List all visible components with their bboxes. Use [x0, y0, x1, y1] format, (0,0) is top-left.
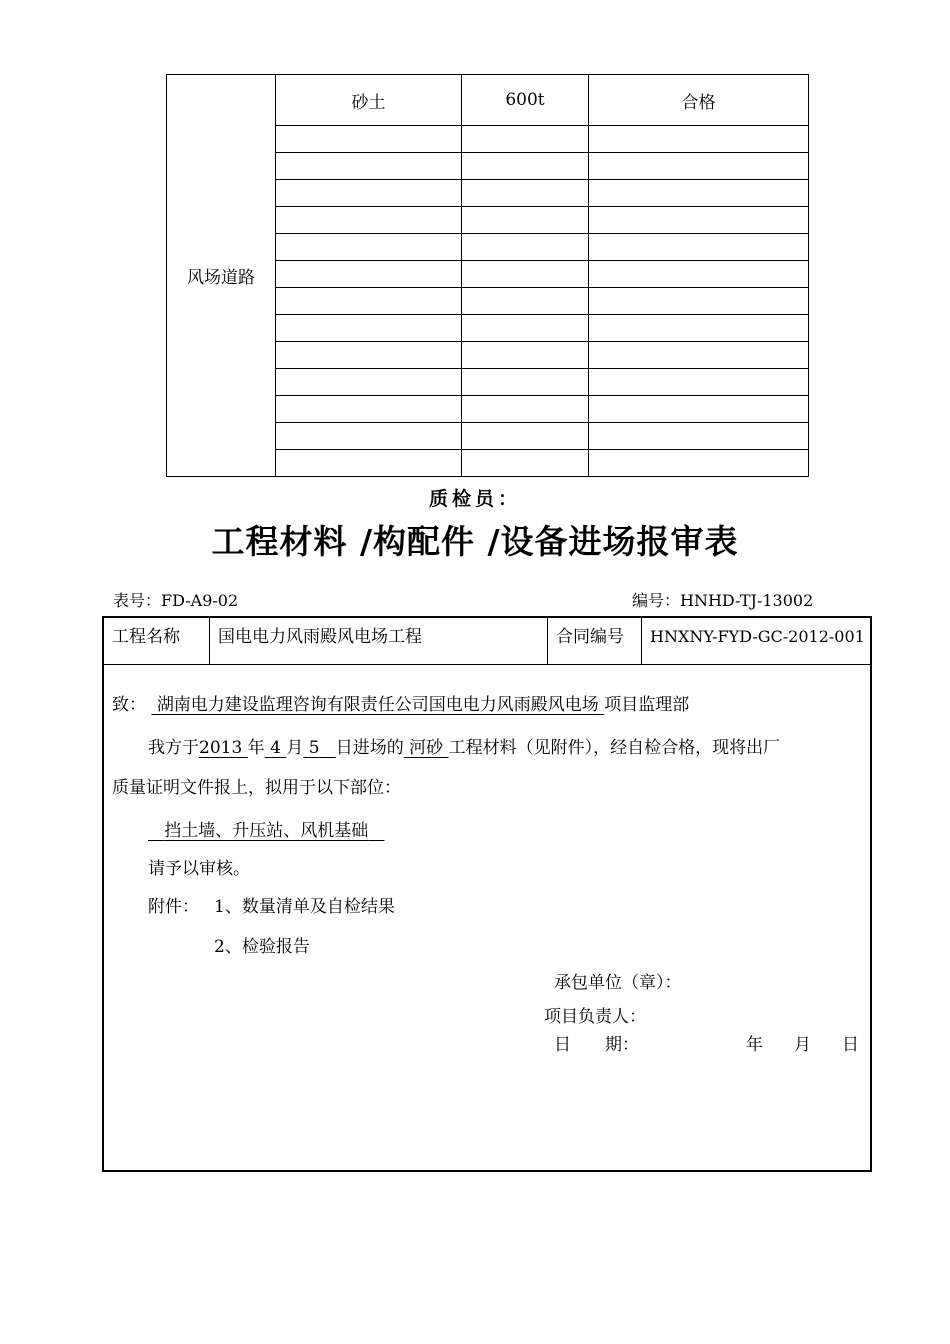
- empty-cell: [276, 180, 462, 207]
- empty-cell: [276, 315, 462, 342]
- empty-cell: [462, 234, 589, 261]
- empty-cell: [462, 423, 589, 450]
- empty-cell: [276, 423, 462, 450]
- text: 工程材料（见附件），经自检合格，现将出厂: [448, 738, 781, 758]
- empty-cell: [589, 396, 809, 423]
- contractor-label: 承包单位（章）：: [554, 973, 682, 993]
- empty-cell: [589, 234, 809, 261]
- empty-cell: [589, 261, 809, 288]
- divider: [104, 664, 870, 665]
- locations: 挡土墙、升压站、风机基础: [164, 821, 369, 841]
- table-row: [167, 75, 809, 126]
- contract-no-value: HNXNY-FYD-GC-2012-001: [650, 627, 865, 646]
- material-name-cell: 砂土: [276, 75, 462, 126]
- empty-cell: [462, 315, 589, 342]
- attachment-2: 2、检验报告: [214, 937, 310, 957]
- text: 月: [286, 738, 304, 758]
- empty-cell: [589, 207, 809, 234]
- empty-cell: [276, 369, 462, 396]
- to-prefix: 致：: [112, 695, 146, 715]
- quantity-cell: 600t: [462, 75, 589, 126]
- empty-cell: [276, 450, 462, 477]
- entry-line: [148, 733, 780, 758]
- addressee-line: [112, 690, 689, 715]
- empty-cell: [589, 423, 809, 450]
- entry-day: 5: [308, 738, 320, 758]
- text: 年: [247, 738, 265, 758]
- empty-cell: [589, 450, 809, 477]
- empty-cell: [462, 342, 589, 369]
- date-label: 日 期：: [554, 1035, 639, 1055]
- text: 日进场的: [335, 738, 404, 758]
- empty-cell: [462, 207, 589, 234]
- empty-cell: [462, 396, 589, 423]
- empty-cell: [276, 207, 462, 234]
- empty-cell: [462, 180, 589, 207]
- result-cell: 合格: [589, 75, 809, 126]
- inspector-label: 质检员：: [428, 488, 521, 510]
- material-name: 河砂: [409, 738, 444, 758]
- empty-cell: [589, 126, 809, 153]
- attachment-1: 1、数量清单及自检结果: [214, 897, 395, 917]
- empty-cell: [589, 153, 809, 180]
- empty-cell: [462, 288, 589, 315]
- empty-cell: [276, 153, 462, 180]
- empty-cell: [276, 342, 462, 369]
- serial-number: 编号：HNHD-TJ-13002: [632, 591, 814, 610]
- empty-cell: [589, 180, 809, 207]
- project-name-value: 国电电力风雨殿风电场工程: [218, 627, 422, 647]
- addressee-suffix: 项目监理部: [604, 695, 690, 715]
- empty-cell: [276, 288, 462, 315]
- empty-cell: [462, 369, 589, 396]
- empty-cell: [589, 315, 809, 342]
- empty-cell: [589, 369, 809, 396]
- entry-year: 2013: [199, 738, 243, 758]
- entry-month: 4: [270, 738, 281, 758]
- empty-cell: [462, 126, 589, 153]
- empty-cell: [589, 342, 809, 369]
- empty-cell: [462, 261, 589, 288]
- form-number: 表号：FD-A9-02: [113, 591, 239, 610]
- empty-cell: [276, 261, 462, 288]
- empty-cell: [462, 450, 589, 477]
- empty-cell: [276, 396, 462, 423]
- entry-line-2: 质量证明文件报上，拟用于以下部位：: [112, 778, 401, 798]
- materials-table: [166, 74, 809, 477]
- page-title: 工程材料 /构配件 /设备进场报审表: [211, 522, 739, 561]
- empty-cell: [276, 234, 462, 261]
- empty-cell: [462, 153, 589, 180]
- empty-cell: [276, 126, 462, 153]
- request-text: 请予以审核。: [148, 859, 250, 879]
- contract-no-label: 合同编号: [556, 627, 624, 647]
- attachments-label: 附件：: [148, 897, 199, 917]
- project-name-label: 工程名称: [112, 627, 180, 647]
- section-label: 风场道路: [167, 75, 276, 477]
- date-year: 年: [746, 1035, 763, 1055]
- date-day: 日: [842, 1035, 859, 1055]
- report-form: [102, 616, 872, 1172]
- date-month: 月: [794, 1035, 811, 1055]
- addressee: 湖南电力建设监理咨询有限责任公司国电电力风雨殿风电场: [156, 695, 599, 715]
- text: 我方于: [148, 738, 199, 758]
- empty-cell: [589, 288, 809, 315]
- manager-label: 项目负责人：: [544, 1007, 646, 1027]
